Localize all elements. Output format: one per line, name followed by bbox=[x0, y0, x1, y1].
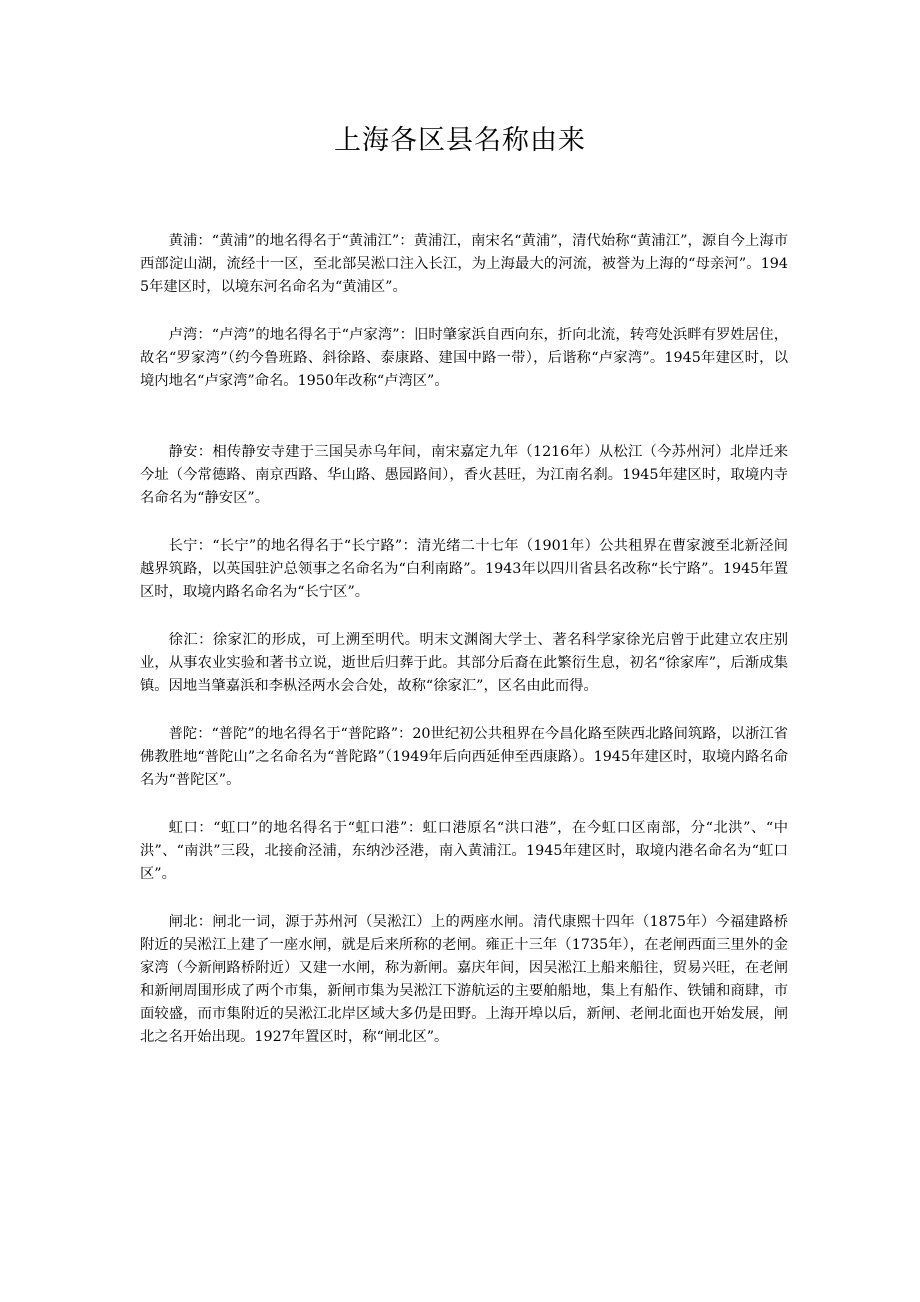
paragraph-zhabei: 闸北：闸北一词，源于苏州河（吴淞江）上的两座水闸。清代康熙十四年（1875年）今福建路桥附近的吴淞江上建了一座水闸，就是后来所称的老闸。雍正十三年（1735年），在老闸西面三里外的金家湾（今新闸路桥附近）又建一水闸，称为新闸。嘉庆年间，因吴淞江上船来船往，贸易兴旺，在老闸和新闸周围形成了两个市集，新闸市集为吴淞江下游航运的主要舶船地，集上有船作、铁铺和商肆，市面较盛，而市集附近的吴淞江北岸区域大多仍是田野。上海开埠以后，新闸、老闸北面也开始发展，闸北之名开始出现。1927年置区时，称“闸北区”。 bbox=[140, 914, 788, 1045]
paragraph-putuo: 普陀：“普陀”的地名得名于“普陀路”：20世纪初公共租界在今昌化路至陕西北路间筑路，以浙江省佛教胜地“普陀山”之名命名为“普陀路”（1949年后向西延伸至西康路）。1945年建区时，取境内路名命名为“普陀区”。 bbox=[140, 726, 788, 788]
paragraph-luwan: 卢湾：“卢湾”的地名得名于“卢家湾”：旧时肇家浜自西向东，折向北流，转弯处浜畔有罗姓居住，故名“罗家湾”（约今鲁班路、斜徐路、泰康路、建国中路一带），后谐称“卢家湾”。1945年建区时，以境内地名“卢家湾”命名。1950年改称“卢湾区”。 bbox=[140, 327, 788, 389]
page-title: 上海各区县名称由来 bbox=[334, 125, 586, 156]
paragraph-huangpu: 黄浦：“黄浦”的地名得名于“黄浦江”：黄浦江，南宋名“黄浦”，清代始称“黄浦江”，源自今上海市西部淀山湖，流经十一区，至北部吴淞口注入长江，为上海最大的河流，被誉为上海的“母亲河”。1945年建区时，以境东河名命名为“黄浦区”。 bbox=[140, 233, 788, 295]
paragraph-hongkou: 虹口：“虹口”的地名得名于“虹口港”：虹口港原名“洪口港”，在今虹口区南部，分“北洪”、“中洪”、“南洪”三段，北接俞泾浦，东纳沙泾港，南入黄浦江。1945年建区时，取境内港名命名为“虹口区”。 bbox=[140, 820, 788, 882]
paragraph-xuhui: 徐汇：徐家汇的形成，可上溯至明代。明末文渊阁大学士、著名科学家徐光启曾于此建立农庄别业，从事农业实验和著书立说，逝世后归葬于此。其部分后裔在此繁衍生息，初名“徐家库”，后渐成集镇。因地当肇嘉浜和李枞泾两水会合处，故称“徐家汇”，区名由此而得。 bbox=[140, 632, 788, 694]
document-body bbox=[140, 230, 788, 1074]
paragraph-jingan: 静安：相传静安寺建于三国吴赤乌年间，南宋嘉定九年（1216年）从松江（今苏州河）北岸迁来今址（今常德路、南京西路、华山路、愚园路间），香火甚旺，为江南名刹。1945年建区时，取境内寺名命名为“静安区”。 bbox=[140, 444, 788, 506]
paragraph-changning: 长宁：“长宁”的地名得名于“长宁路”：清光绪二十七年（1901年）公共租界在曹家渡至北新泾间越界筑路，以英国驻沪总领事之名命名为“白利南路”。1943年以四川省县名改称“长宁路”。1945年置区时，取境内路名命名为“长宁区”。 bbox=[140, 538, 788, 600]
